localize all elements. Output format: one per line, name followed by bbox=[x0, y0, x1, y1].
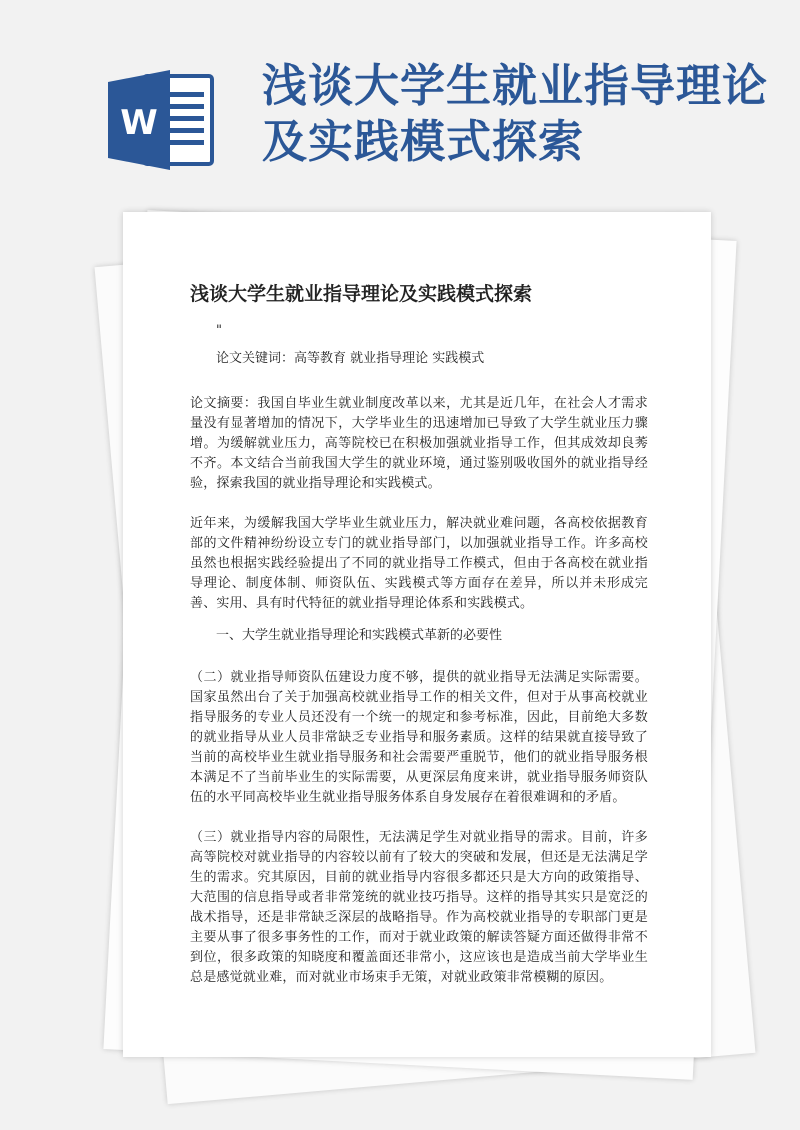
intro-paragraph: 近年来，为缓解我国大学毕业生就业压力，解决就业难问题，各高校依据教育部的文件精神纷纷设立专门的就业指导部门，以加强就业指导工作。许多高校虽然也根据实践经验提出了不同的就业指导工作模式，但由于各高校在就业指导理论、制度体制、师资队伍、实践模式等方面存在差异，所以并未形成完善、实用、具有时代特征的就业指导理论体系和实践模式。 bbox=[190, 516, 648, 611]
quote-mark: " bbox=[216, 323, 222, 338]
banner-title: 浅谈大学生就业指导理论及实践模式探索 bbox=[262, 59, 769, 168]
document-title: 浅谈大学生就业指导理论及实践模式探索 bbox=[190, 283, 533, 305]
body-paragraph-2: （二）就业指导师资队伍建设力度不够，提供的就业指导无法满足实际需要。国家虽然出台了关于加强高校就业指导工作的相关文件，但对于从事高校就业指导服务的专业人员还没有一个统一的规定和参考标准，因此，目前绝大多数的就业指导从业人员非常缺乏专业指导和服务素质。这样的结果就直接导致了当前的高校毕业生就业指导服务和社会需要严重脱节，他们的就业指导服务根本满足不了当前毕业生的实际需要，从更深层角度来讲，就业指导服务师资队伍的水平同高校毕业生就业指导服务体系自身发展存在着很难调和的矛盾。 bbox=[190, 670, 648, 805]
abstract-paragraph: 论文摘要：我国自毕业生就业制度改革以来，尤其是近几年，在社会人才需求量没有显著增加的情况下，大学毕业生的迅速增加已导致了大学生就业压力骤增。为缓解就业压力，高等院校已在积极加强就业指导工作，但其成效却良莠不齐。本文结合当前我国大学生的就业环境，通过鉴别吸收国外的就业指导经验，探索我国的就业指导理论和实践模式。 bbox=[190, 396, 648, 491]
section-heading: 一、大学生就业指导理论和实践模式革新的必要性 bbox=[216, 628, 503, 643]
document-body bbox=[190, 280, 648, 1008]
body-paragraph-3: （三）就业指导内容的局限性，无法满足学生对就业指导的需求。目前，许多高等院校对就业指导的内容较以前有了较大的突破和发展，但还是无法满足学生的需求。究其原因，目前的就业指导内容很多都还只是大方向的政策指导、大范围的信息指导或者非常笼统的就业技巧指导。这样的指导其实只是宽泛的战术指导，还是非常缺乏深层的战略指导。作为高校就业指导的专职部门更是主要从事了很多事务性的工作，而对于就业政策的解读答疑方面还做得非常不到位，很多政策的知晓度和覆盖面还非常小，这应该也是造成当前大学毕业生总是感觉就业难，而对就业市场束手无策，对就业政策非常模糊的原因。 bbox=[190, 830, 648, 985]
keywords-line: 论文关键词：高等教育 就业指导理论 实践模式 bbox=[216, 351, 485, 366]
svg-text:W: W bbox=[120, 103, 158, 143]
